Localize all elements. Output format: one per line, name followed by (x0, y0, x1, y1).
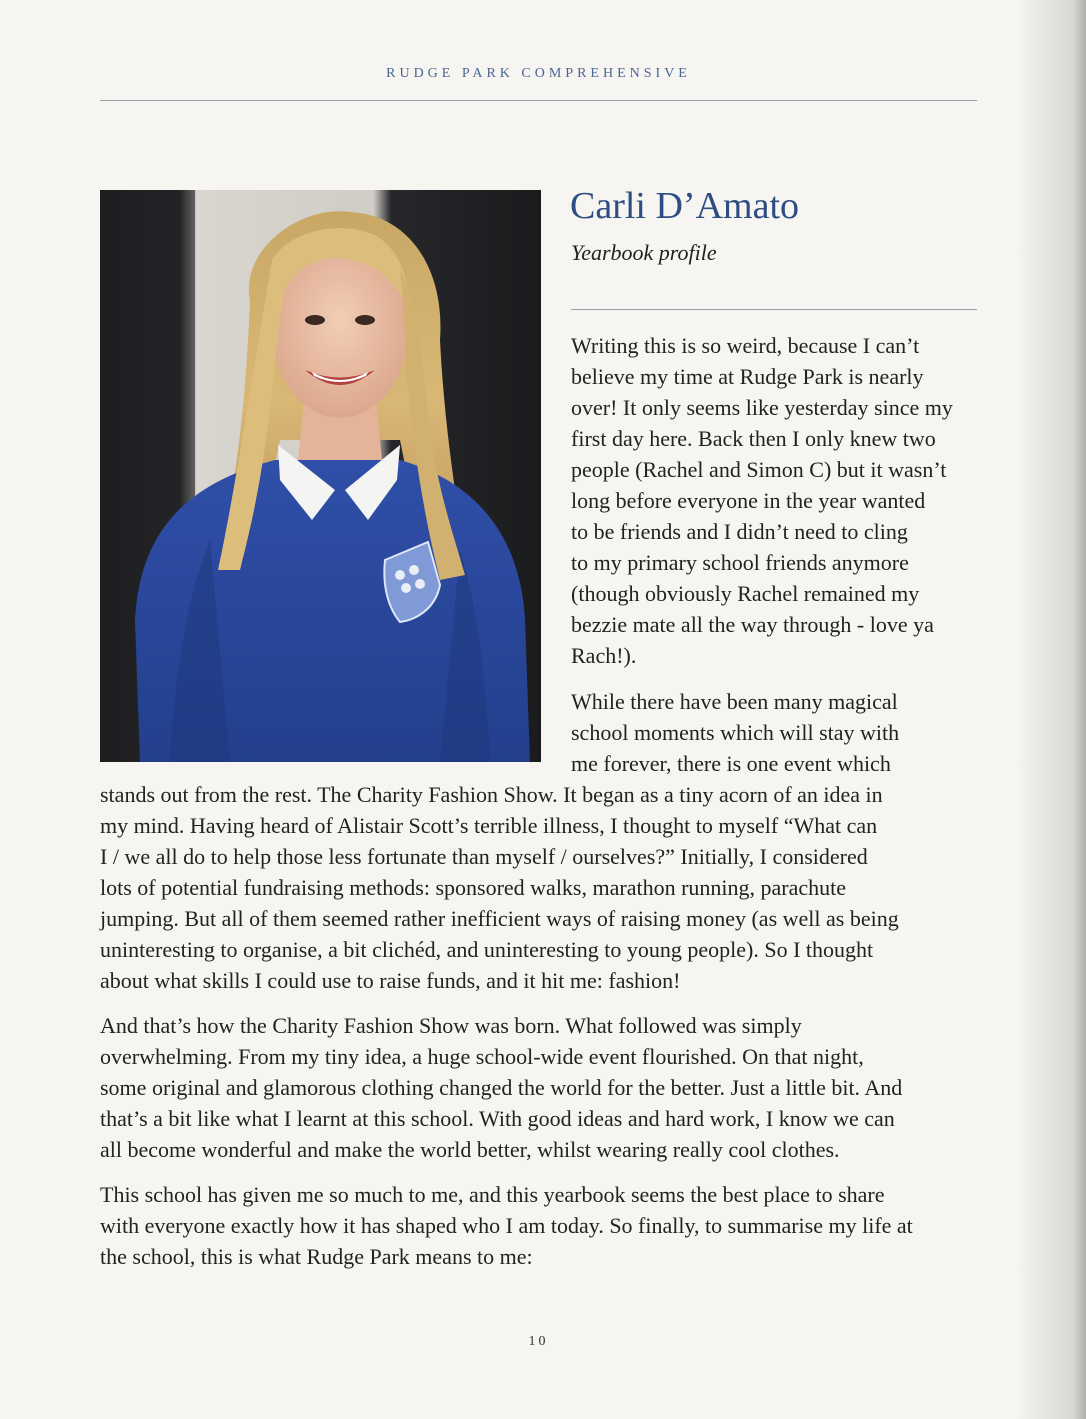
text-line: Writing this is so weird, because I can’t (571, 333, 920, 358)
text-line: This school has given me so much to me, and this yearbook seems the best place to share (100, 1182, 885, 1207)
right-eye (355, 315, 375, 325)
page-edge-shadow (1016, 0, 1086, 1419)
text-line: over! It only seems like yesterday since my (571, 395, 953, 420)
text-line: I / we all do to help those less fortunate than myself / ourselves?” Initially, I considered (100, 844, 868, 869)
profile-subtitle: Yearbook profile (571, 240, 717, 265)
text-line: all become wonderful and make the world better, whilst wearing really cool clothes. (100, 1137, 840, 1162)
left-eye (305, 315, 325, 325)
text-line: people (Rachel and Simon C) but it wasn’t (571, 457, 947, 482)
text-line: school moments which will stay with (571, 720, 900, 745)
text-line: me forever, there is one event which (571, 751, 891, 776)
text-line: to be friends and I didn’t need to cling (571, 519, 908, 544)
paragraph-fashion-show-continued (100, 779, 980, 996)
student-photo (100, 190, 541, 762)
text-line: lots of potential fundraising methods: sponsored walks, marathon running, parachute (100, 875, 847, 900)
running-head: RUDGE PARK COMPREHENSIVE (386, 66, 691, 81)
text-line: with everyone exactly how it has shaped who I am today. So finally, to summarise my life at (100, 1213, 913, 1238)
text-line: jumping. But all of them seemed rather inefficient ways of raising money (as well as being (100, 906, 899, 931)
text-line: that’s a bit like what I learnt at this school. With good ideas and hard work, I know we can (100, 1106, 895, 1131)
page-number: 10 (528, 1334, 549, 1349)
student-name: Carli D’Amato (570, 185, 800, 227)
text-line: While there have been many magical (571, 689, 898, 714)
text-line: overwhelming. From my tiny idea, a huge school-wide event flourished. On that night, (100, 1044, 864, 1069)
text-line: Rach!). (571, 643, 637, 668)
paragraph-closing (100, 1179, 980, 1272)
header-divider (100, 100, 977, 101)
title-divider (571, 309, 977, 310)
text-line: (though obviously Rachel remained my (571, 581, 920, 606)
text-line: bezzie mate all the way through - love ya (571, 612, 934, 637)
text-line: my mind. Having heard of Alistair Scott’s terrible illness, I thought to myself “What can (100, 813, 878, 838)
student-photo-illustration (100, 190, 541, 762)
text-line: stands out from the rest. The Charity Fashion Show. It began as a tiny acorn of an idea in (100, 782, 883, 807)
text-line: uninteresting to organise, a bit clichéd, and uninteresting to young people). So I thought (100, 937, 874, 962)
text-line: about what skills I could use to raise funds, and it hit me: fashion! (100, 968, 681, 993)
paragraph-intro (571, 330, 981, 671)
text-line: the school, this is what Rudge Park means to me: (100, 1244, 533, 1269)
text-line: some original and glamorous clothing changed the world for the better. Just a little bit. And (100, 1075, 903, 1100)
paragraph-fashion-show-start (571, 686, 971, 779)
text-line: first day here. Back then I only knew two (571, 426, 936, 451)
text-line: to my primary school friends anymore (571, 550, 909, 575)
text-line: believe my time at Rudge Park is nearly (571, 364, 924, 389)
text-line: And that’s how the Charity Fashion Show was born. What followed was simply (100, 1013, 802, 1038)
paragraph-fashion-show-born (100, 1010, 980, 1165)
text-line: long before everyone in the year wanted (571, 488, 926, 513)
